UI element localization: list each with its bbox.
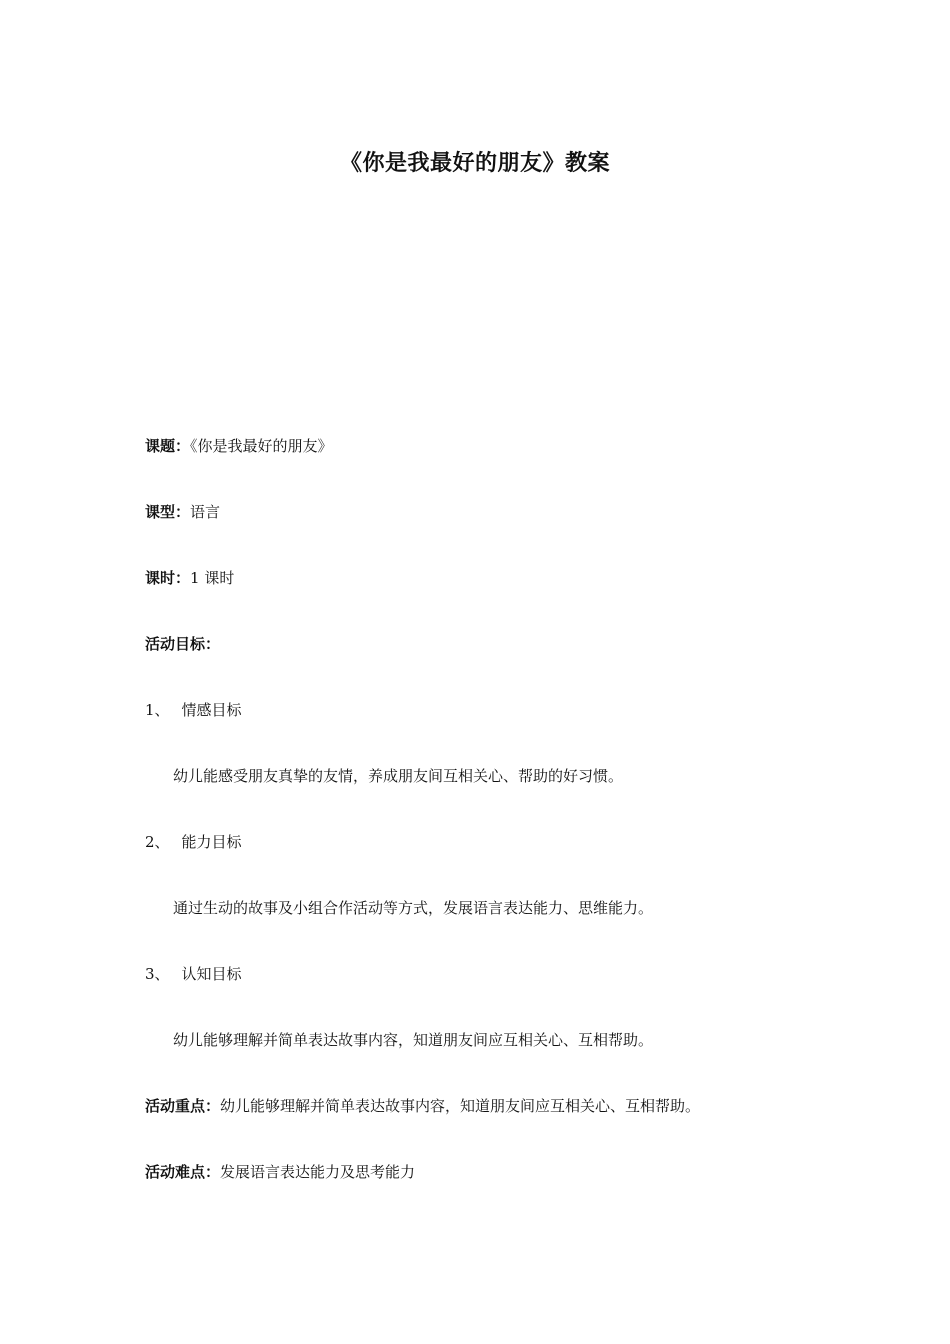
hours-line <box>145 568 234 588</box>
document-title: 《你是我最好的朋友》教案 <box>339 151 610 176</box>
goal-3-heading <box>145 964 242 984</box>
topic-value: 《你是我最好的朋友》 <box>190 437 333 455</box>
goal-3-number: 3、 <box>145 965 170 983</box>
goal-3-text: 幼儿能够理解并简单表达故事内容，知道朋友间应互相关心、互相帮助。 <box>173 1031 654 1049</box>
hours-label: 课时： <box>145 569 191 587</box>
goal-1-number: 1、 <box>145 701 170 719</box>
topic-label: 课题： <box>145 437 191 455</box>
goal-1-title: 情感目标 <box>181 701 242 719</box>
key-point-label: 活动重点： <box>145 1097 221 1115</box>
key-point-line <box>145 1096 700 1116</box>
goal-2-number: 2、 <box>145 833 170 851</box>
type-value: 语言 <box>190 503 221 521</box>
topic-line <box>145 436 333 456</box>
goal-1-heading <box>145 700 242 720</box>
goal-2-text: 通过生动的故事及小组合作活动等方式，发展语言表达能力、思维能力。 <box>173 899 654 917</box>
goals-label: 活动目标： <box>145 635 221 653</box>
type-line <box>145 502 220 522</box>
hours-value: 1 课时 <box>190 569 235 587</box>
goal-2-heading <box>145 832 242 852</box>
difficulty-text: 发展语言表达能力及思考能力 <box>220 1163 416 1181</box>
goals-heading <box>145 634 220 654</box>
type-label: 课型： <box>145 503 191 521</box>
difficulty-line <box>145 1162 415 1182</box>
difficulty-label: 活动难点： <box>145 1163 221 1181</box>
goal-1-text: 幼儿能感受朋友真挚的友情，养成朋友间互相关心、帮助的好习惯。 <box>173 767 624 785</box>
goal-2-title: 能力目标 <box>181 833 242 851</box>
goal-3-title: 认知目标 <box>181 965 242 983</box>
key-point-text: 幼儿能够理解并简单表达故事内容，知道朋友间应互相关心、互相帮助。 <box>220 1097 701 1115</box>
